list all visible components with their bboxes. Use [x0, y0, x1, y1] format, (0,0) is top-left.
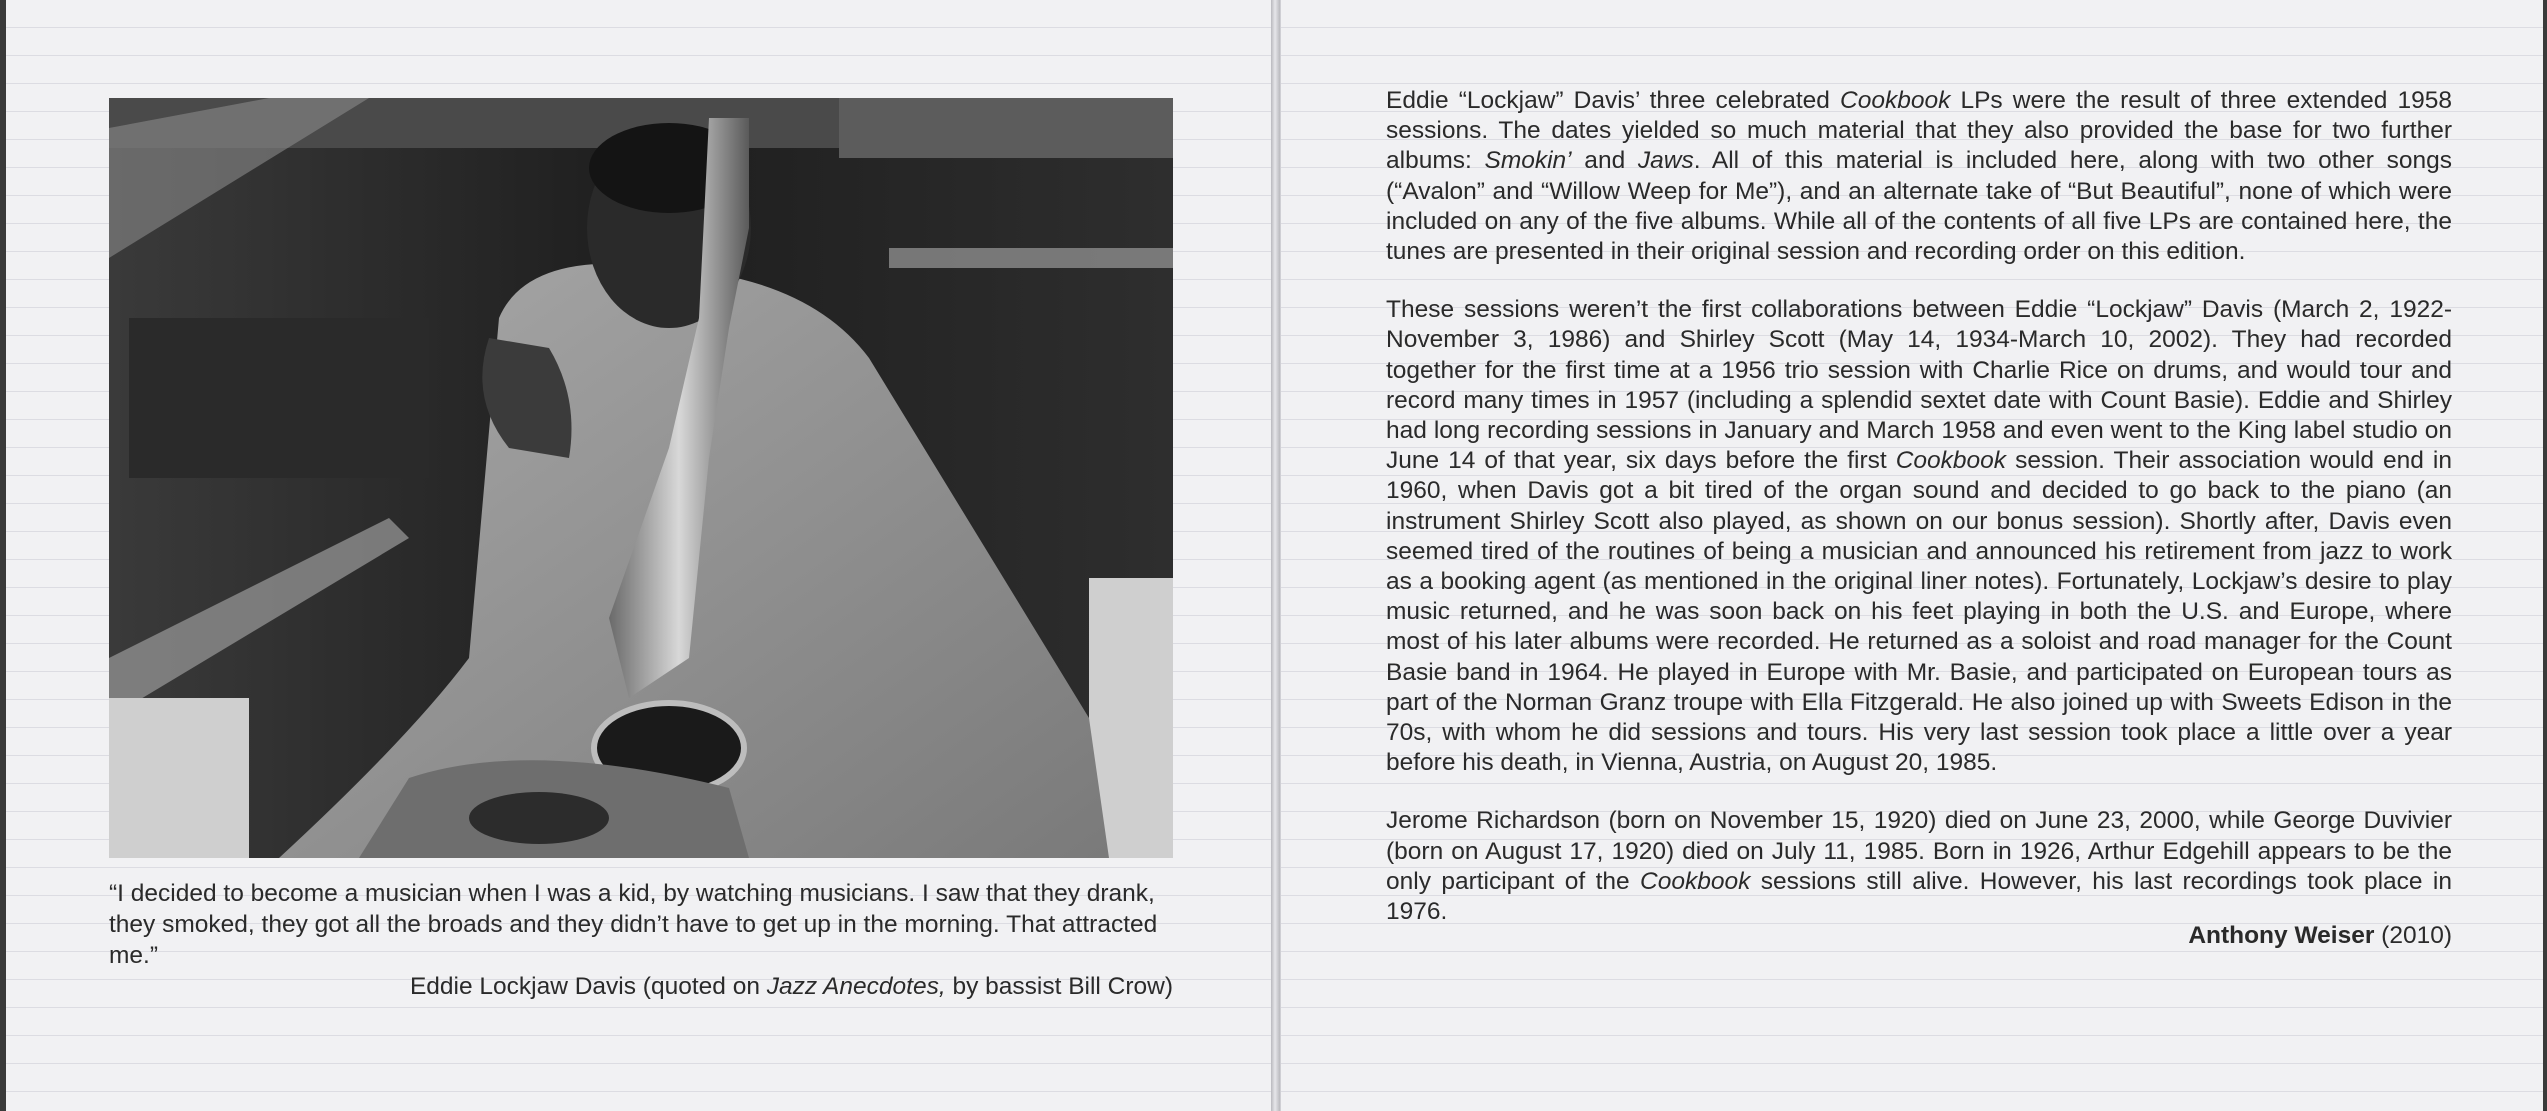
p1-text-g: . All of this material is included here, along with two other songs (“Avalon” and “Willow Weep for Me”), and an alternate take of “But Beautiful”, none of which were included on any of the five albums. While all of the contents of all five LPs are contained here, the tunes are presented in their original session and recording order on this edition. [1386, 147, 2453, 266]
credit-prefix: Eddie Lockjaw Davis (quoted on [409, 973, 767, 1000]
p3-text-c: sessions still alive. However, his last recordings took place in 1976. [1386, 867, 2452, 926]
liner-notes [1386, 86, 2452, 951]
p1-text-e: and [1571, 147, 1638, 175]
credit-suffix: by bassist Bill Crow) [945, 973, 1173, 1000]
p1-text-c: LPs were the result of three extended 1958 sessions. The dates yielded so much material that they also provided the base for two further albums: [1386, 87, 2452, 175]
quote-text: “I decided to become a musician when I was a kid, by watching musicians. I saw that they drank, they smoked, they got all the broads and they didn’t have to get up in the morning. That attracted me.” [109, 880, 1158, 969]
booklet-spine [1271, 0, 1280, 1111]
photo-caption [109, 878, 1173, 1002]
credit-book-title: Jazz Anecdotes, [766, 973, 946, 1000]
p1-title-smokin: Smokin’ [1484, 147, 1572, 175]
left-page [6, 0, 1272, 1111]
p2-text-c: session. Their association would end in 1960, when Davis got a bit tired of the organ sound and decided to go back to the piano (an instrument Shirley Scott also played, as shown on our bonus session). Shortly after, Davis even seemed tired of the routines of being a musician and announced his retirement from jazz to work as a booking agent (as mentioned in the original liner notes). Fortunately, Lockjaw’s desire to play music returned, and he was soon back on his feet playing in both the U.S. and Europe, where most of his later albums were recorded. He returned as a soloist and road manager for the Count Basie band in 1964. He played in Europe with Mr. Basie, and participated on European tours as part of the Norman Granz troupe with Ella Fitzgerald. He also joined up with Sweets Edison in the 70s, with whom he did sessions and tours. His very last session took place a little over a year before his death, in Vienna, Austria, on August 20, 1985. [1386, 447, 2452, 777]
p1-title-cookbook: Cookbook [1840, 87, 1951, 114]
photo-image [109, 98, 1173, 858]
quote-credit [109, 971, 1173, 1002]
musician-photo [109, 98, 1173, 858]
paragraph-2 [1386, 295, 2452, 778]
p1-title-jaws: Jaws [1637, 147, 1694, 175]
p2-title-cookbook: Cookbook [1895, 447, 2007, 475]
author-signature [1386, 921, 2452, 951]
p3-text-a: Jerome Richardson (born on November 15, 1920) died on June 23, 2000, while George Duvivier (born on August 17, 1920) died on July 11, 1985. Born in 1926, Arthur Edgehill appears to be the only participant of the [1386, 807, 2452, 895]
author-year: (2010) [2381, 922, 2452, 950]
author-name: Anthony Weiser [2188, 922, 2375, 950]
right-page [1280, 0, 2543, 1111]
p1-text-a: Eddie “Lockjaw” Davis’ three celebrated [1386, 87, 1841, 114]
paragraph-3 [1386, 806, 2452, 927]
p3-title-cookbook: Cookbook [1640, 867, 1751, 895]
p2-text-a: These sessions weren’t the first collaborations between Eddie “Lockjaw” Davis (March 2, 1922-November 3, 1986) and Shirley Scott (May 14, 1934-March 10, 2002). They had recorded together for the first time at a 1956 trio session with Charlie Rice on drums, and would tour and record many times in 1957 (including a splendid sextet date with Count Basie). Eddie and Shirley had long recording sessions in January and March 1958 and even went to the King label studio on June 14 of that year, six days before the first [1386, 296, 2452, 475]
paragraph-1 [1386, 86, 2452, 267]
